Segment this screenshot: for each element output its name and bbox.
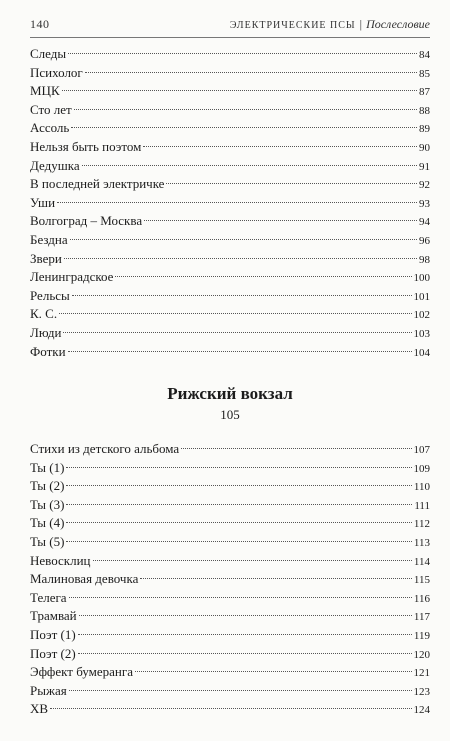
toc-entry — [30, 682, 430, 701]
toc-entry — [30, 101, 430, 120]
toc-entry — [30, 64, 430, 83]
toc-dot-leader — [115, 276, 411, 277]
toc-entry-page: 103 — [413, 327, 430, 340]
toc-entry — [30, 533, 430, 552]
toc-entry — [30, 626, 430, 645]
toc-dot-leader — [144, 220, 417, 221]
toc-entry-title: Малиновая девочка — [30, 571, 139, 587]
toc-entry — [30, 157, 430, 176]
toc-entry-title: Телега — [30, 589, 67, 605]
toc-entry — [30, 287, 430, 306]
toc-entry — [30, 343, 430, 362]
section-heading — [30, 383, 430, 424]
toc-entry-page: 87 — [419, 86, 430, 99]
toc-entry — [30, 175, 430, 194]
toc-entry-page: 102 — [413, 309, 430, 322]
toc-entry-page: 110 — [413, 481, 430, 494]
toc-entry-page: 88 — [419, 104, 430, 117]
toc-entry — [30, 607, 430, 626]
toc-entry-page: 93 — [419, 197, 430, 210]
toc-dot-leader — [64, 258, 417, 259]
toc-dot-leader — [70, 239, 417, 240]
toc-entry — [30, 45, 430, 64]
toc-entry-page: 100 — [413, 272, 430, 285]
toc-dot-leader — [66, 485, 411, 486]
toc-entry-page: 113 — [413, 536, 430, 549]
toc-dot-leader — [135, 671, 412, 672]
toc-entry — [30, 589, 430, 608]
toc-entry-title: Психолог — [30, 64, 83, 80]
toc-entry-title: Бездна — [30, 231, 68, 247]
toc-entry-page: 124 — [413, 704, 430, 717]
toc-entry-title: Нельзя быть поэтом — [30, 138, 142, 154]
toc-entry-title: Эффект бумеранга — [30, 664, 133, 680]
toc-entry-title: Уши — [30, 194, 56, 210]
toc-entry-title: Трамвай — [30, 608, 77, 624]
toc-entry-page: 98 — [419, 253, 430, 266]
toc-dot-leader — [85, 72, 417, 73]
toc-entry-page: 116 — [413, 592, 430, 605]
toc-entry — [30, 324, 430, 343]
header-rule — [30, 37, 430, 38]
toc-dot-leader — [181, 448, 411, 449]
toc-entry — [30, 645, 430, 664]
toc-entry-page: 107 — [413, 444, 430, 456]
toc-dot-leader — [66, 504, 412, 505]
toc-dot-leader — [93, 560, 412, 561]
toc-entry — [30, 663, 430, 682]
toc-dot-leader — [166, 183, 417, 184]
toc-entry-title: Следы — [30, 46, 67, 61]
toc-dot-leader — [62, 90, 417, 91]
toc-entry-title: Ленинградское — [30, 269, 114, 285]
toc-dot-leader — [69, 597, 412, 598]
toc-list-part-1 — [30, 45, 430, 361]
toc-entry-page: 112 — [413, 518, 430, 531]
toc-dot-leader — [143, 146, 417, 147]
toc-dot-leader — [66, 522, 411, 523]
toc-entry-page: 90 — [419, 141, 430, 154]
toc-entry-page: 123 — [413, 685, 430, 698]
toc-entry — [30, 305, 430, 324]
toc-entry-title: Ты (4) — [30, 515, 65, 531]
toc-entry-title: Сто лет — [30, 101, 72, 117]
toc-dot-leader — [69, 690, 412, 691]
toc-dot-leader — [66, 467, 411, 468]
toc-dot-leader — [50, 708, 411, 709]
toc-entry-title: Рыжая — [30, 682, 67, 698]
running-head — [230, 17, 430, 32]
toc-entry — [30, 552, 430, 571]
toc-entry — [30, 194, 430, 213]
toc-entry-page: 96 — [419, 234, 430, 247]
toc-entry-page: 91 — [419, 160, 430, 173]
section-title: Рижский вокзал — [167, 384, 293, 403]
toc-entry — [30, 514, 430, 533]
section-page-number: 105 — [220, 407, 240, 422]
toc-entry-title: Ты (2) — [30, 478, 65, 494]
toc-dot-leader — [78, 653, 412, 654]
toc-entry-title: Ты (3) — [30, 496, 65, 512]
toc-entry-page: 115 — [413, 574, 430, 587]
toc-list-part-2 — [30, 440, 430, 719]
toc-dot-leader — [59, 313, 411, 314]
toc-entry-title: ХВ — [30, 701, 49, 717]
toc-entry-title: Поэт (1) — [30, 626, 76, 642]
toc-dot-leader — [63, 332, 411, 333]
toc-dot-leader — [140, 578, 412, 579]
toc-entry-page: 104 — [413, 346, 430, 359]
toc-entry-title: В последней электричке — [30, 176, 165, 192]
toc-dot-leader — [82, 165, 417, 166]
toc-entry — [30, 700, 430, 719]
toc-dot-leader — [68, 351, 412, 352]
toc-entry — [30, 119, 430, 138]
toc-entry-page: 109 — [413, 462, 430, 475]
toc-entry-title: Звери — [30, 250, 62, 266]
toc-entry-page: 89 — [419, 123, 430, 136]
toc-entry-page: 117 — [413, 611, 430, 624]
toc-dot-leader — [78, 634, 412, 635]
toc-entry-title: МЦК — [30, 83, 60, 99]
header-separator: | — [359, 17, 363, 31]
toc-entry-title: Волгоград – Москва — [30, 213, 143, 229]
toc-entry-title: Рельсы — [30, 287, 70, 303]
toc-entry — [30, 138, 430, 157]
toc-entry-page: 111 — [414, 499, 430, 512]
toc-entry — [30, 477, 430, 496]
toc-dot-leader — [68, 53, 417, 54]
toc-entry-title: Дедушка — [30, 157, 80, 173]
toc-entry — [30, 82, 430, 101]
toc-entry-title: Фотки — [30, 343, 66, 359]
toc-entry-title: Ассоль — [30, 120, 70, 136]
page-number: 140 — [30, 17, 50, 31]
toc-entry-title: Поэт (2) — [30, 645, 76, 661]
toc-entry — [30, 268, 430, 287]
toc-entry-page: 85 — [419, 67, 430, 80]
toc-entry-title: Невосклиц — [30, 552, 91, 568]
toc-entry-page: 121 — [413, 667, 430, 680]
toc-entry-title: Ты (1) — [30, 459, 65, 475]
toc-dot-leader — [79, 615, 412, 616]
book-title: ЭЛЕКТРИЧЕСКИЕ ПСЫ — [229, 20, 356, 31]
toc-dot-leader — [57, 202, 417, 203]
toc-entry-page: 114 — [413, 555, 430, 568]
toc-entry-title: Ты (5) — [30, 533, 65, 549]
toc-dot-leader — [72, 295, 412, 296]
toc-entry-page: 84 — [419, 49, 430, 61]
toc-entry — [30, 440, 430, 459]
toc-dot-leader — [74, 109, 417, 110]
toc-entry-title: К. С. — [30, 306, 58, 322]
toc-entry-page: 94 — [419, 216, 430, 229]
toc-entry — [30, 496, 430, 515]
toc-entry-title: Люди — [30, 324, 62, 340]
toc-entry-page: 92 — [419, 179, 430, 192]
toc-entry — [30, 459, 430, 478]
toc-entry-page: 101 — [413, 290, 430, 303]
toc-entry — [30, 231, 430, 250]
toc-entry-title: Стихи из детского альбома — [30, 441, 180, 456]
page-header — [30, 15, 430, 35]
toc-entry — [30, 570, 430, 589]
toc-entry — [30, 212, 430, 231]
header-section-title: Послесловие — [366, 17, 430, 31]
toc-entry-page: 119 — [413, 629, 430, 642]
toc-entry-page: 120 — [413, 648, 430, 661]
toc-dot-leader — [66, 541, 411, 542]
toc-entry — [30, 250, 430, 269]
toc-dot-leader — [71, 127, 417, 128]
